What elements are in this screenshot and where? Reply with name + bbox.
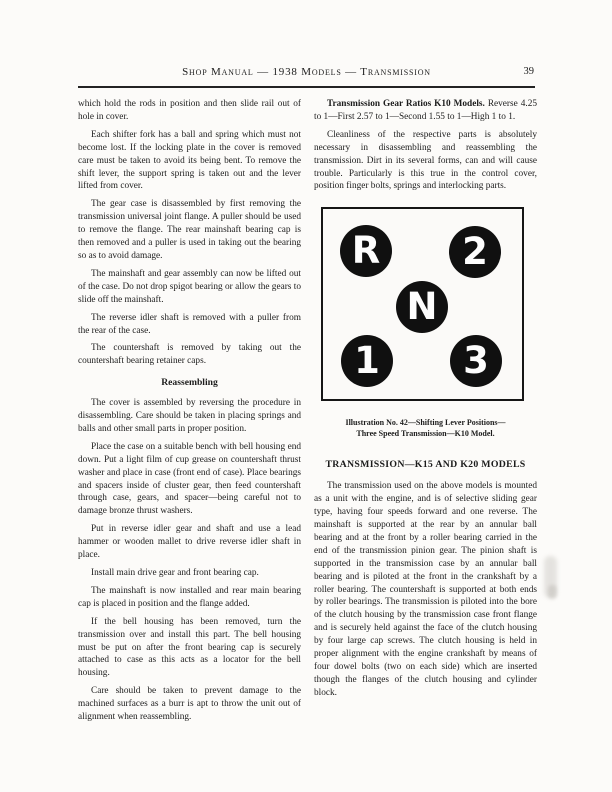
- paragraph: If the bell housing has been removed, turn the transmission over and install this part. The bell housing must be put on after the front bearing cap is securely attached to case as this acts as a locator for the bell housing.: [78, 616, 301, 679]
- shift-pattern-figure: [321, 207, 524, 401]
- paragraph: Cleanliness of the respective parts is absolutely necessary in disassembling and reassembling the transmission. Dirt in its several forms, can and will cause trouble. Particularly is this true in the control cover, position finger bolts, springs and interlocking parts.: [314, 129, 537, 192]
- page-header: [78, 66, 535, 90]
- section-heading-k15-k20: TRANSMISSION—K15 AND K20 MODELS: [325, 459, 526, 471]
- paragraph: The mainshaft is now installed and rear main bearing cap is placed in position and the flange added.: [78, 585, 301, 609]
- shift-position-third: [450, 335, 502, 387]
- figure-caption: [314, 418, 537, 439]
- paragraph: Care should be taken to prevent damage to the machined surfaces as a burr is apt to throw the unit out of alignment when reassembling.: [78, 686, 301, 723]
- header-rule: [78, 86, 535, 88]
- body-paragraph: The transmission used on the above models is mounted as a unit with the engine, and is of selective sliding gear type, having four speeds forward and one reverse. The mainshaft is supported at the rear by an annular ball bearing and at the front by a roller bearing carried in the end of the transmission pinion gear. The pinion shaft is supported in the transmission case by an annular ball bearing and is piloted at the front in the crankshaft by a roller bearing. The countershaft is supported at both ends by roller bearings. The transmission is piloted into the bore of the clutch housing by the transmission case front flange and is securely held against the face of the clutch housing by four large cap screws. The clutch housing is held in proper alignment with the engine crankshaft by means of four dowel bolts (two on each side) which are inserted though the flanges of the clutch housing and cylinder block.: [314, 481, 537, 698]
- paragraph: The cover is assembled by reversing the procedure in disassembling. Care should be taken in placing springs and balls and other small parts in proper position.: [78, 398, 301, 434]
- paragraph: The countershaft is removed by taking out the countershaft bearing retainer caps.: [78, 343, 301, 367]
- figure-caption-line-1: Illustration No. 42—Shifting Lever Positions—: [345, 418, 506, 428]
- paragraph: Place the case on a suitable bench with bell housing end down. Put a light film of cup grease on countershaft thrust washer and place in case (front end of case). Place bearings and spacers inside of cluster gear, then feed countershaft through case, gears, and spacer—being careful not to damage bronze thrust washers.: [78, 441, 301, 517]
- header-title: Shop Manual — 1938 Models — Transmission: [182, 66, 431, 78]
- paragraph: Put in reverse idler gear and shaft and use a lead hammer or wooden mallet to drive reverse idler shaft in place.: [78, 524, 301, 561]
- left-column: [78, 98, 301, 729]
- shift-position-reverse: [340, 225, 392, 277]
- shift-position-first: [341, 335, 393, 387]
- figure-caption-line-2: Three Speed Transmission—K10 Model.: [356, 428, 495, 438]
- section-heading-reassembling: Reassembling: [161, 377, 218, 389]
- page-number: 39: [523, 66, 534, 77]
- scan-smudge-artifact: [548, 585, 557, 599]
- gear-ratios-lead-in: Transmission Gear Ratios K10 Models.: [327, 99, 488, 109]
- paragraph: The gear case is disassembled by first removing the transmission universal joint flange. A puller should be used to remove the flange. The rear mainshaft bearing cap is then removed and a puller is used in taking out the bearing so as to avoid damage.: [78, 199, 301, 261]
- paragraph: which hold the rods in position and then slide rail out of hole in cover.: [78, 99, 301, 122]
- right-column: [314, 98, 537, 705]
- gear-ratios-paragraph: [314, 98, 537, 124]
- shift-position-label: N: [406, 284, 438, 328]
- paragraph: The reverse idler shaft is removed with a puller from the rear of the case.: [78, 312, 301, 336]
- shift-position-neutral: [396, 281, 448, 333]
- paragraph: Install main drive gear and front bearing cap.: [91, 568, 259, 578]
- shift-position-label: 1: [354, 338, 380, 382]
- paragraph: The mainshaft and gear assembly can now be lifted out of the case. Do not drop spigot bearing or allow the gears to slide off the mainshaft.: [78, 268, 301, 305]
- shift-position-label: 3: [463, 338, 489, 382]
- paragraph: Each shifter fork has a ball and spring which must not become lost. If the locking plate in the cover is removed care must be taken to avoid its being bent. To remove the shift lever, the support spring is taken out and the lever lifted from cover.: [78, 129, 301, 192]
- gear-ratios-values: Reverse 4.25 to 1—First 2.57 to 1—Second 1.55 to 1—High 1 to 1.: [314, 99, 537, 122]
- shift-position-label: R: [351, 228, 381, 272]
- shift-position-second: [449, 226, 501, 278]
- shift-position-label: 2: [462, 229, 488, 273]
